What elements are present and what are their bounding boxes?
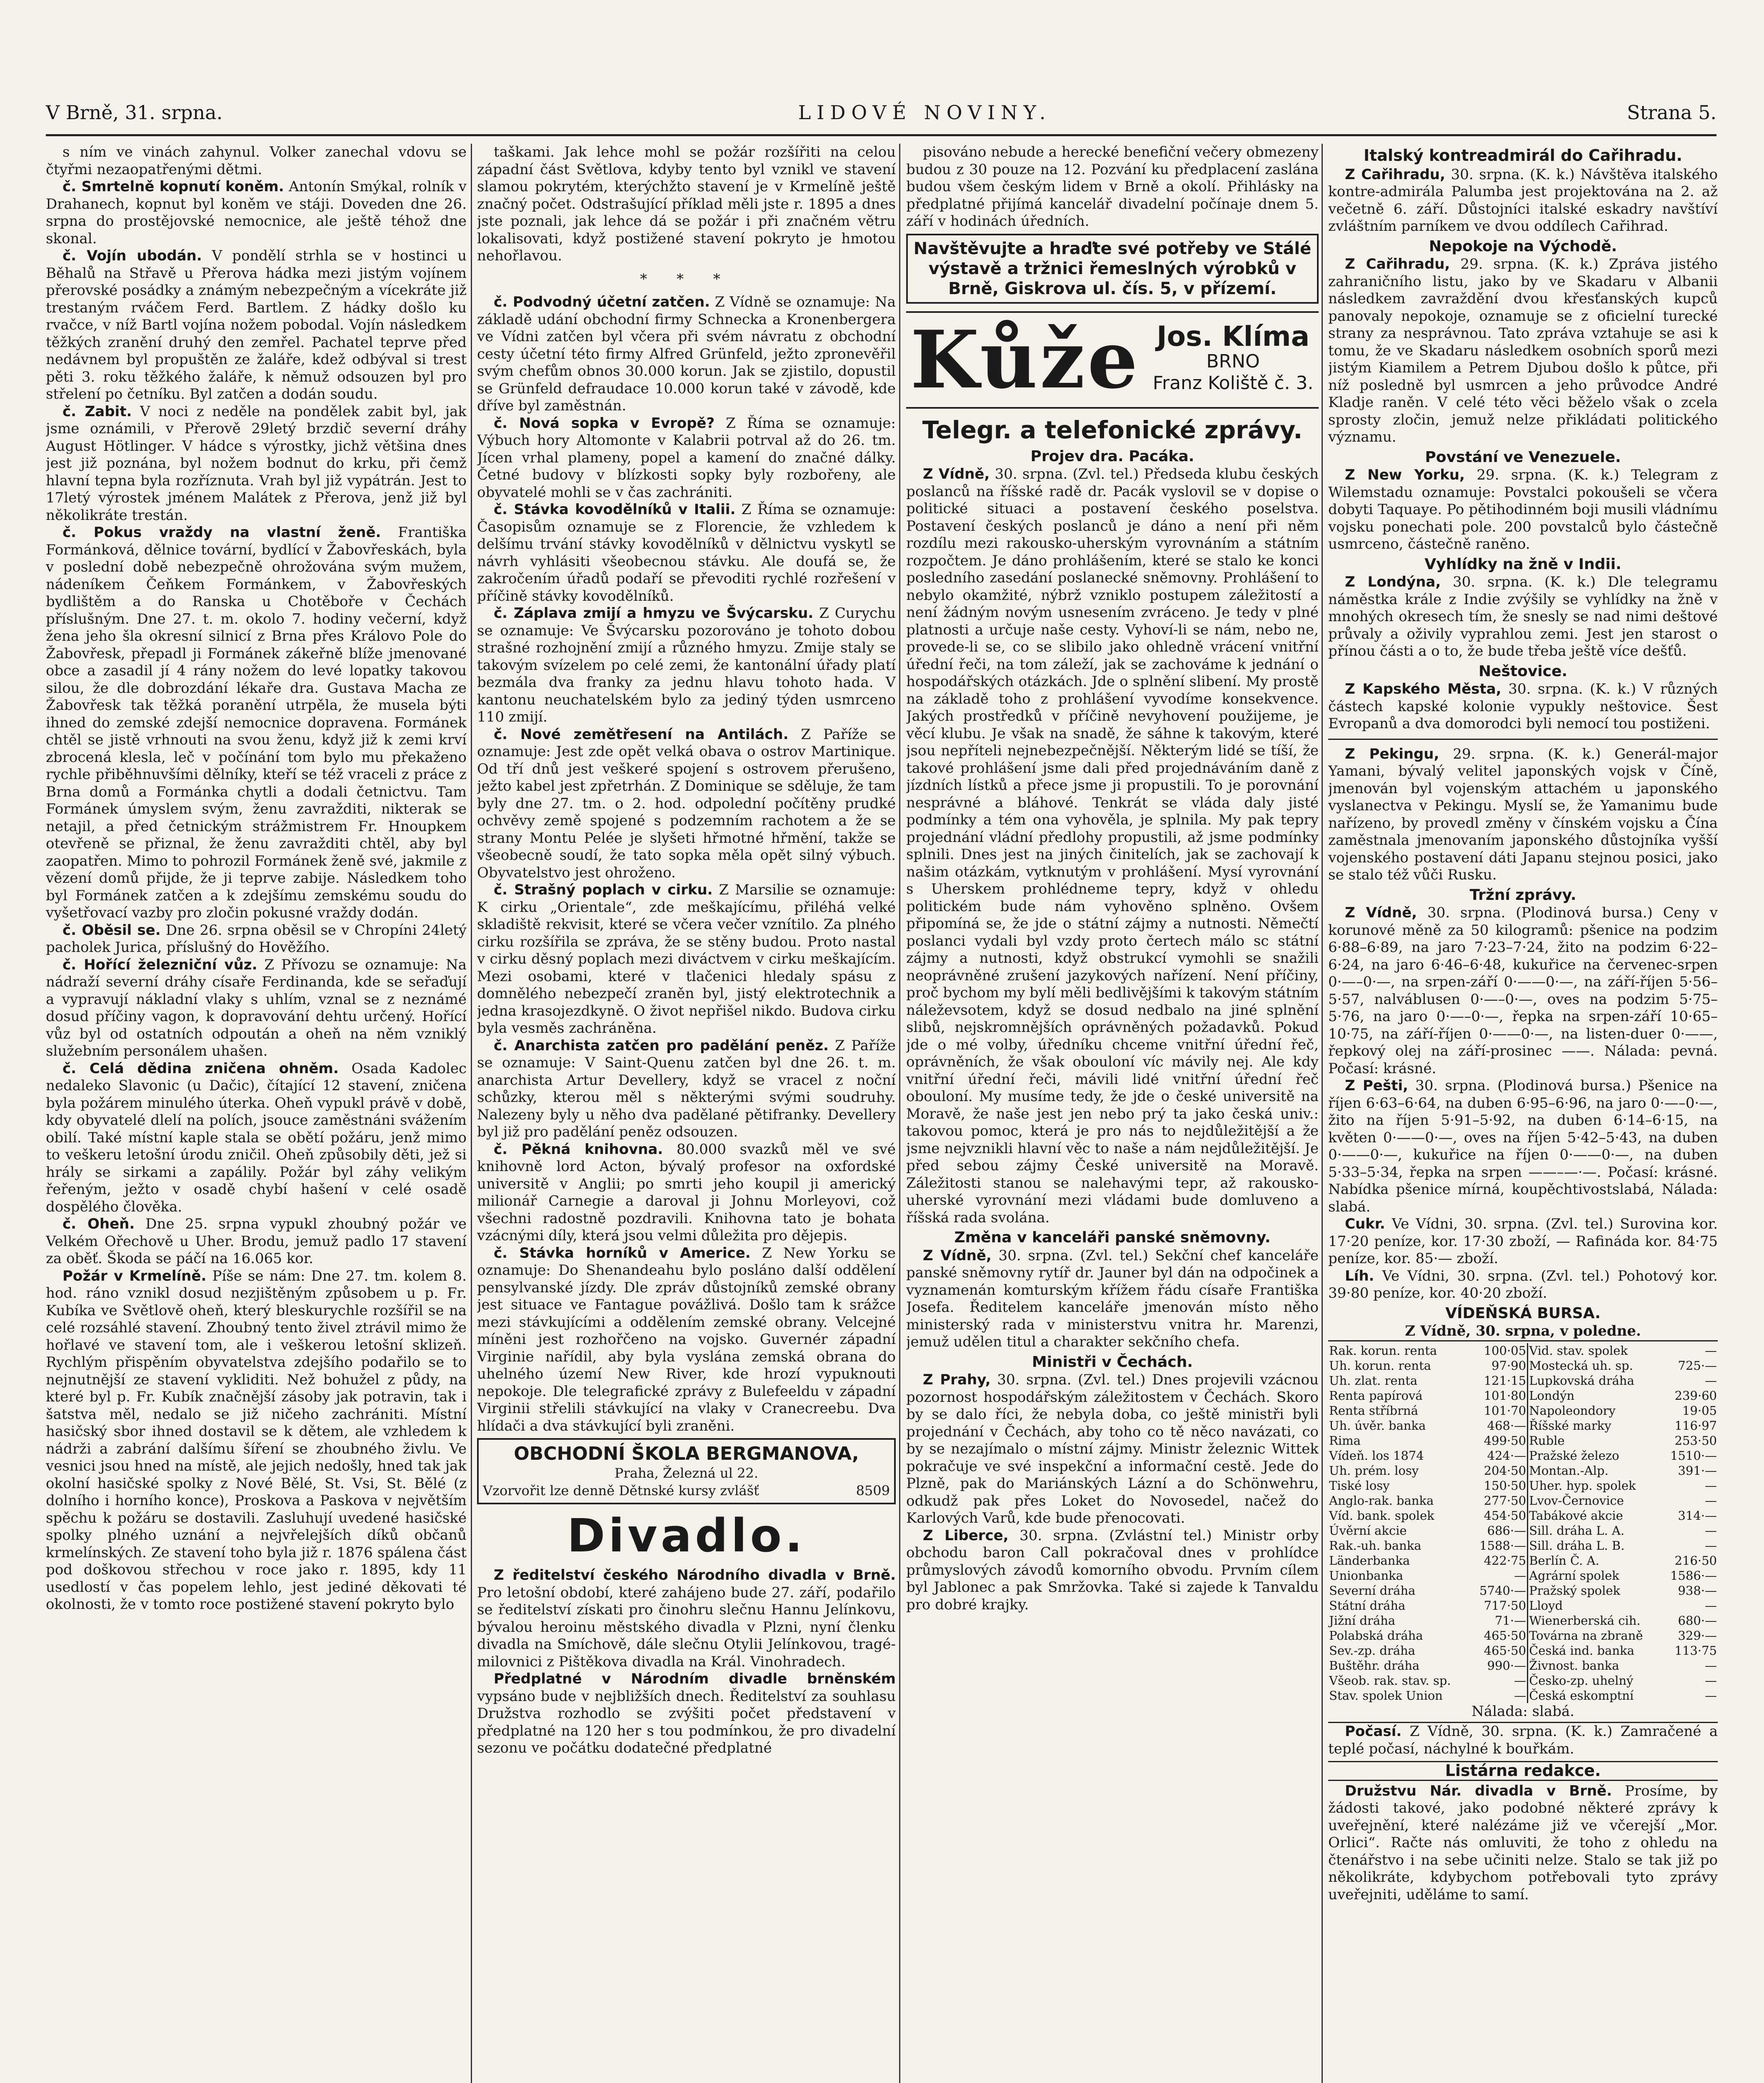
article-body: vypsáno bude v nejbližších dnech. Ředitelství za souhlasu Družstva rozhodlo se zvýšiti počet představení v předplatné na 120 her s tou podmínkou, že pro divadelní sezonu ve počátku dodatečné předplatné <box>477 1688 896 1756</box>
article-body: 30. srpna. (Plodinová bursa.) Ceny v korunové měně za 50 kilogramů: pšenice na podzim 6·88–6·89, na jaro 7·23–7·24, žito na podzim 6·22–6·24, na jaro 6·46–6·48, kukuřice na červenec-srpen 0·—–0·—, na srpen-září 0·——0·—, na září-říjen 5·56–5·57, nalváblusen 0·—–0·—, oves na podzim 5·75–5·76, na jaro 0·—–0·—, řepka na srpen-září 10·65–10·75, na září-říjen 0·——0·—, na listen-duer 0·——, řepkový olej na září-prosinec ——. Nálada: pevná. Počasí: krásné. <box>1328 904 1718 1077</box>
table-cell: 1586·— <box>1670 1568 1717 1583</box>
table-cell: Uh. zlat. renta <box>1329 1373 1418 1388</box>
article-body: Píše se nám: Dne 27. tm. kolem 8. hod. ráno vznikl dosud nezjištěným způsobem u p. Fr. Kubíka ve Světlově oheň, který bleskurychle rozšířil se na celé rozsáhlé stavení. Zhoubný tento živel ztrávil mimo že hořlavé ve stavení tom, ale i veškerou letošní sklizeň. Rychlým přispěním obyvatelstva zdejšího podařilo se to nejnutnější ze stavení vykliditi. Než bohužel z půdy, na které byl p. Fr. Kubík značnější zásoby jak potravin, tak i šatstva měl, nedalo se již ničeho zachrániti. Místní hasičský sbor ihned dostavil se k dětem, ale vzhledem k nádrži a zabrání dalšímu šíření se zhoubného živlu. Ve vesnici jsou hned na místě, ale jejich nedošly, hned tak jak okolní hasičské spolky z Nové Bělé, St. Vsi, St. Bělé (z dolního i horního konce), Proskova a Paskova v největším spěchu k požáru se dostavili. Zasluhují uvedené hasičské spolky plného uznání a nejvřelejších díků občanů krmelínských. Ze stavení toho byla již r. 1876 spálena část pod doškovou střechou v roce jako r. 1895, kdy 11 usedlostí v čas popelem lehlo, jest jediné děkovati té okolnosti, že v tomto roce postižené stavení pokryto bylo <box>46 1267 467 1613</box>
article-heading: Z Vídně, <box>1345 904 1417 921</box>
article <box>46 247 467 403</box>
table-cell: Rak.-uh. banka <box>1329 1538 1422 1553</box>
article-body: Z Marsilie se oznamuje: K cirku „Orientale“, zde meškajícímu, přiléhá velké skladiště rekvisit, které se včera večer vznítilo. Za plného cirku rozšířila se zpráva, že se stěny budou. Proto nastal v cirku děsný poplach mezi diváctvem v cirku meškajícím. Mezi osobami, které v tlačenici hledaly spásu z domnělého nebezpečí zraněn byl, jistý elektrotechnik a jedna krasojezdkyně. O život nepřišel nikdo. Budova cirku byla vesměs zachráněna. <box>477 882 896 1037</box>
article-text: pisováno nebude a herecké benefiční večery obmezeny budou z 30 pouze na 12. Pozvání ku předplacení zaslána budou všem českým lidem v Brně a okolí. Přihlásky na předplatné přijímá kancelář divadelní počínaje dnem 5. září v hodinách úředních. <box>906 144 1319 230</box>
table-cell: Buštěhr. dráha <box>1329 1658 1420 1673</box>
table-cell: Lloyd <box>1528 1598 1662 1613</box>
table-cell: — <box>1514 1688 1527 1703</box>
article-heading: Z New Yorku, <box>1345 467 1465 483</box>
article <box>477 294 896 415</box>
article <box>1328 746 1718 884</box>
table-cell: 121·15 <box>1484 1373 1527 1388</box>
advertisement-leather <box>906 311 1319 409</box>
article-body: Ve Vídni, 30. srpna. (Zvl. tel.) Pohotový kor. 39·80 peníze, kor. 40·20 zboží. <box>1328 1267 1718 1301</box>
article-body: Z Paříže se oznamuje: Jest zde opět velká obava o ostrov Martinique. Od tří dnů jest veškeré spojení s ostrovem přerušeno, ježto kabel jest zpřetrhán. Z Dominique se sděluje, že tam byly dne 27. tm. o 2. hod. odpolední počítěny prudké ochvěvy země spojené s podzemním rachotem a že se strany Montu Pelée je slyšeti hřmotné hřmění, takže se všeobecně soudí, že tato sopka měla opět silný výbuch. Obyvatelstvo jest ohroženo. <box>477 726 896 881</box>
article-heading: č. Pěkná knihovna. <box>494 1141 663 1158</box>
table-cell: Jižní dráha <box>1329 1613 1396 1628</box>
article <box>46 1060 467 1216</box>
table-cell: Říšské marky <box>1528 1418 1662 1433</box>
ad-merchant-address: Franz Koliště č. 3. <box>1152 372 1314 394</box>
table-cell: — <box>1514 1673 1527 1688</box>
table-cell: Úvěrní akcie <box>1329 1523 1407 1538</box>
article-body: Z Říma se oznamuje: Výbuch hory Altomonte v Kalabrii potrval až do 26. tm. Jícen vrhal plameny, popel a kamení do značné dálky. Četné budovy v blízkosti sopky byly rozbořeny, ale obyvatelé mohli se v čas zachrániti. <box>477 415 896 501</box>
table-cell: 938·— <box>1678 1583 1717 1598</box>
article <box>477 501 896 605</box>
table-cell: Severní dráha <box>1329 1583 1416 1598</box>
article <box>477 605 896 726</box>
ad-number: 8509 <box>856 1482 890 1499</box>
ad-text: Navštěvujte a hraďte své potřeby ve Stálé výstavě a tržnici řemeslných výrobků v Brně, Giskrova ul. čís. 5, v přízemí. <box>913 239 1312 298</box>
table-cell: 468·— <box>1487 1418 1527 1433</box>
table-cell: 424·— <box>1487 1448 1527 1463</box>
table-cell: Pražské železo <box>1528 1448 1662 1463</box>
article <box>46 1268 467 1613</box>
article-body: Z Curychu se oznamuje: Ve Švýcarsku pozorováno je tohoto dobou strašné rozhojnění zmijí a různého hmyzu. Zmije staly se takovým svízelem po celé zemi, že kantonální úřady platí bezmála dva franky za jednu hlavu tohoto hada. V kantonu neuchatelském bylo za jediný týden usmrceno 110 zmijí. <box>477 605 896 725</box>
table-cell: 150·50 <box>1484 1478 1527 1493</box>
article <box>477 1567 896 1671</box>
article <box>1328 1216 1718 1268</box>
table-cell: 686·— <box>1487 1523 1527 1538</box>
stock-table <box>1328 1343 1718 1703</box>
table-cell: Všeob. rak. stav. sp. <box>1329 1673 1451 1688</box>
table-row <box>1328 1358 1718 1373</box>
table-cell: Víd. bank. spolek <box>1329 1508 1434 1523</box>
table-cell: 314·— <box>1678 1508 1717 1523</box>
article-heading: č. Strašný poplach v cirku. <box>494 882 713 898</box>
ad-merchant <box>1152 320 1314 394</box>
article <box>906 1247 1319 1351</box>
article <box>1328 166 1718 235</box>
table-cell: 277·50 <box>1484 1493 1527 1508</box>
table-cell: Sill. dráha L. B. <box>1528 1538 1662 1553</box>
article <box>46 178 467 247</box>
table-cell: 329·— <box>1678 1628 1717 1643</box>
table-cell: Londýn <box>1528 1388 1662 1403</box>
column-3 <box>906 144 1319 2083</box>
article-body: Ve Vídni, 30. srpna. (Zvl. tel.) Surovina kor. 17·20 peníze, kor. 17·30 zboží, — Rafináda kor. 84·75 peníze, kor. 85·— zboží. <box>1328 1216 1718 1267</box>
article-heading: č. Nové zemětřesení na Antilách. <box>494 726 789 743</box>
article <box>1328 256 1718 446</box>
article-body: Osada Kadolec nedaleko Slavonic (u Dačic), čítající 12 stavení, zničena byla požárem minulého úterka. Oheň vypukl právě v době, kdy obyvatelé dlelí na polích, jsouce zaměstnáni svážením obilí. Také místní kaple stala se obětí požáru, jenž mimo to veškeru letošní úrodu zničil. Oheň způsobily děti, jež si hrály se sirkami a zapálily. Požár byl záhy velikým řeřeným, ježto v osadě chybí hašení v celé osadě dospělého člověka. <box>46 1060 467 1215</box>
ad-address: Praha, Železná ul 22. <box>615 1465 758 1481</box>
article-text: taškami. Jak lehce mohl se požár rozšířiti na celou západní část Světlova, kdyby tento byl vznikl ve stavení slamou pokrytém, kterýchžto stavení je v Krmelíně ještě značný počet. Odstrašující příklad měli jste r. 1895 a dnes jste poznali, jak lehce dá se požár i při značném větru lokalisovati, když postižené stavení pokryto je hmotou nehořlavou. <box>477 144 896 264</box>
table-cell: Renta stříbrná <box>1329 1403 1418 1418</box>
table-cell: 101·70 <box>1484 1403 1527 1418</box>
article-heading: č. Smrtelně kopnutí koněm. <box>62 178 284 195</box>
column-1 <box>46 144 467 2083</box>
article-body: Z Vídně, 30. srpna. (K. k.) Zamračené a teplé počasí, náchylné k bouřkám. <box>1328 1723 1718 1757</box>
table-cell: — <box>1705 1523 1717 1538</box>
column-separator <box>471 144 472 2083</box>
article-body: 29. srpna. (K. k.) Telegram z Wilemstadu oznamuje: Povstalci pokoušeli se včera dobyti Taquaye. Po pětihodinném boji musili vládnímu vojsku ponechati pole. 200 povstalců bylo částečně usmrceno, částečně raněno. <box>1328 467 1718 552</box>
article <box>477 1671 896 1757</box>
table-cell: 253·50 <box>1674 1433 1717 1448</box>
article <box>46 922 467 957</box>
article-heading: Z Kapského Města, <box>1345 681 1502 697</box>
table-cell: Rima <box>1329 1433 1361 1448</box>
ad-merchant-city: BRNO <box>1206 350 1260 372</box>
article-body: Dne 26. srpna oběsil se v Chropíni 24letý pacholek Jurica, příslušný do Hověžího. <box>46 922 467 956</box>
column-4 <box>1328 144 1718 2083</box>
article-body: 30. srpna. (K. k.) V různých částech kapské kolonie vypukly neštovice. Šest Evropanů a dva domorodci byli nemocí tou postiženi. <box>1328 681 1718 732</box>
table-cell: Montan.-Alp. <box>1528 1463 1662 1478</box>
table-row <box>1328 1583 1718 1598</box>
article-heading: č. Pokus vraždy na vlastní ženě. <box>62 524 381 541</box>
article-body: Z Paříže se oznamuje: V Saint-Quenu zatčen byl dne 26. t. m. anarchista Artur Devellery, když se vracel z noční schůzky, kterou měl s některými svými soudruhy. Nalezeny byly u něho dva padělané pětifranky. Devellery byl již pro padělání peněz odsouzen. <box>477 1037 896 1140</box>
header-title: LIDOVÉ NOVINY. <box>798 101 1052 124</box>
table-row <box>1328 1523 1718 1538</box>
ad-note <box>483 1482 890 1500</box>
article-body: 30. srpna. (Zvl. tel.) Dnes projevili vzácnou pozornost hospodářským záležitostem v Čechách. Skoro by se dalo říci, že nebyla doba, co ještě ministři byli projednání v Čechách, aby toho co tě něco navázati, co by se nezajímalo o místní zájmy. Ministr železnic Wittek pokračuje ve své inspekční a informační cestě. Jede do Plzně, pak do Mariánských Lázní a do Schönwehru, odkudž pak přes Loket do Novosedel, načež do Karlových Varů, kde bude přenocovati. <box>906 1371 1319 1526</box>
table-cell: Napoleondory <box>1528 1403 1662 1418</box>
table-cell: Sev.-zp. dráha <box>1329 1643 1415 1658</box>
section-title: Telegr. a telefonické zprávy. <box>922 415 1303 444</box>
column-separator <box>899 144 900 2083</box>
table-cell: 1510·— <box>1670 1448 1717 1463</box>
table-cell: 19·05 <box>1682 1403 1717 1418</box>
article-heading: Družstvu Nár. divadla v Brně. <box>1345 1782 1612 1799</box>
page-header <box>46 96 1717 129</box>
table-cell: 717·50 <box>1484 1598 1527 1613</box>
table-cell: Uh. úvěr. banka <box>1329 1418 1426 1433</box>
ad-note-text: Vzorvořit lze denně Dětnské kursy zvlášť <box>483 1482 759 1499</box>
article-heading: Z Pekingu, <box>1345 745 1439 762</box>
article-heading: Počasí. <box>1345 1723 1402 1740</box>
article-body: 29. srpna. (K. k.) Zpráva jistého zahraničního listu, jako by ve Skadaru v Albanii následkem zavraždění dvou křesťanských kupců panovaly nepokoje, oznamuje se z oficielní turecké strany za nesprávnou. Tato zpráva vztahuje se asi k tomu, že ve Skadaru následkem osobních sporů mezi jistým Kiamilem a Petrem Djubou došlo k půtce, při níž posledně byl usmrcen a jeho průvodce André Kladje raněn. V celé této věci běželo však o zcela sprosty zločin, jemuž nelze přikládati politického významu. <box>1328 256 1718 445</box>
article-body: Z New Yorku se oznamuje: Do Shenandeahu bylo posláno další oddělení pensylvanské jízdy. Dle zpráv důstojníků zemské obrany jest situace ve Fantague povážlivá. Došlo tam k srážce mezi stávkujícími a oddělením zemské obrany. Velcejné míněni jest rozhořčeno na vojsko. Guvernér západní Virginie nařídil, aby byla vyslána zemská obrana do uhelného území New River, kde hrozí vypuknouti nepokoje. Dle telegrafické zprávy z Bulefeeldu v západní Virginii střelili stávkující na vlaky v Cranecreebu. Dva hlídači a dva stávkující byli zraněni. <box>477 1244 896 1434</box>
table-cell: 391·— <box>1678 1463 1717 1478</box>
table-cell: 204·50 <box>1484 1463 1527 1478</box>
subsection-heading: Povstání ve Venezuele. <box>1425 448 1621 466</box>
table-cell: 465·50 <box>1484 1643 1527 1658</box>
article-heading: č. Vojín ubodán. <box>62 247 202 264</box>
ad-title: OBCHODNÍ ŠKOLA BERGMANOVA, <box>514 1443 859 1464</box>
article-body: Františka Formánková, dělnice tovární, bydlící v Žabovřeskách, byla v poslední době nebezpečně ohrožována svým mužem, nádeníkem Čeňkem Formánkem, v Žabovřeských bydlištěm a do Ranska u Chotěboře v Čechách příslušným. Dne 27. t. m. okolo 7. hodiny večerní, když žena jeho šla okresní silnicí z Brna přes Královo Pole do Žabovřesk, přepadl ji Formánek zákeřně blíže jmenované obce a zasadil jí 4 rány nožem do levé lopatky takovou silou, že dle dobrozdání lékaře dra. Gustava Macha ze Žabovřesk tak těžká poranění utrpěla, že musela býti ihned do zemské zdejší nemocnice dopravena. Formánek chtěl se jistě vrhnouti na svou ženu, když již k zemi krví zbrocená klesla, leč v počínání tom bylo mu překaženo rychle přiběhnuvšími dělníky, kteří se též vraceli z práce z Brna domů a Formánka chytli a dodali četnictvu. Tam Formánek úmyslem svým, ženu zavražditi, nikterak se netajil, a před četnickým strážmistrem Fr. Hnoupkem otevřeně se přiznal, že ženu zavražditi chtěl, aby byl zaopatřen. Mimo to pohrozil Formánek ženě své, jakmile z vězení domů přijde, že ji teprve zabije. Následkem toho byl Formánek zatčen a k zdejšímu zemskému soudu do vyšetřovací vazby pro zločin pokusné vraždy dodán. <box>46 524 467 921</box>
article <box>1328 1783 1718 1904</box>
article-body: 30. srpna. (Zvlástní tel.) Ministr orby obchodu baron Call pokračoval dnes v prohlídce průmyslových závodů komorního obvodu. Prvním cílem byl Jablonec a pak Smržovka. Také si zajede k Tanvaldu pro dobré krajky. <box>906 1527 1319 1613</box>
table-row <box>1328 1478 1718 1493</box>
table-cell: 216·50 <box>1674 1553 1717 1568</box>
article-heading: č. Celá dědina zničena ohněm. <box>62 1060 339 1077</box>
table-cell: Pražský spolek <box>1528 1583 1662 1598</box>
table-cell: Lvov-Černovice <box>1528 1493 1662 1508</box>
section-title-theatre: Divadlo. <box>567 1509 806 1562</box>
article <box>1328 1723 1718 1758</box>
subsection-heading: Ministři v Čechách. <box>1032 1353 1193 1371</box>
article-heading: Z Cařihradu, <box>1345 256 1450 272</box>
article-body: V pondělí strhla se v hostinci u Běhalů na Střavě u Přerova hádka mezi jistým vojínem přerovské posádky a známým nebezpečným a vícekráte již trestaným rváčem Ferd. Bartlem. Z hádky došlo ku rvačce, v níž Bartl vojína nožem pobodal. Vojín následkem těžkých zranění druhý den zemřel. Pachatel teprve před nedávnem byl propuštěn ze žaláře, kdež odbýval si trest pěti 3. roku těžkého žaláře, k němuž odsouzen byl pro střelení po četníku. Byl zatčen a dodán soudu. <box>46 247 467 402</box>
subsection-heading: VÍDEŇSKÁ BURSA. <box>1445 1304 1601 1322</box>
table-cell: Rak. korun. renta <box>1329 1343 1437 1358</box>
subsection-heading: Neštovice. <box>1478 662 1568 680</box>
table-row <box>1328 1673 1718 1688</box>
subsection-heading: Vyhlídky na žně v Indii. <box>1424 555 1622 573</box>
table-cell: Polabská dráha <box>1329 1628 1423 1643</box>
table-cell: 116·97 <box>1674 1418 1717 1433</box>
table-cell: Stav. spolek Union <box>1329 1688 1443 1703</box>
table-cell: Länderbanka <box>1329 1553 1410 1568</box>
table-cell: — <box>1514 1568 1527 1583</box>
stock-table-wrap <box>1328 1340 1718 1723</box>
subsection-heading: Nepokoje na Východě. <box>1429 237 1617 255</box>
article <box>906 1371 1319 1527</box>
table-cell: 422·75 <box>1484 1553 1527 1568</box>
header-rule <box>46 134 1717 136</box>
article-body: Z Vídně se oznamuje: Na základě udání obchodní firmy Schnecka a Kronenbergera ve Vídni zatčen byl včera při svém návratu z obchodní cesty účetní této firmy Alfred Grünfeld, ježto zpronevěřil svým chefům obnos 30.000 korun. Jak se zjistilo, dopustil se Grünfeld defraudace 10.000 korun také v závodě, kde dříve byl zaměstnán. <box>477 294 896 414</box>
table-row <box>1328 1538 1718 1553</box>
table-row <box>1328 1343 1718 1358</box>
table-row <box>1328 1448 1718 1463</box>
table-cell: Renta papírová <box>1329 1388 1423 1403</box>
subsection-heading: Změna v kanceláři panské sněmovny. <box>954 1229 1271 1246</box>
table-row <box>1328 1403 1718 1418</box>
article-heading: č. Podvodný účetní zatčen. <box>494 294 710 310</box>
article-body: Dne 25. srpna vypukl zhoubný požár ve Velkém Ořechově u Uher. Brodu, jemuž padlo 17 stavení za oběť. Škoda se páčí na 16.065 kor. <box>46 1216 467 1267</box>
article <box>477 1245 896 1435</box>
table-cell: 100·05 <box>1484 1343 1527 1358</box>
article-body: 30. srpna. (K. k.) Návštěva italského kontre-admirála Palumba jest projektována na 2. až večetně 6. září. Důstojníci italské eskadry navštíví zvláštním parníkem ve dvou oddílech Cařihrad. <box>1328 166 1718 235</box>
article <box>1328 574 1718 660</box>
section-heading: Listárna redakce. <box>1328 1761 1718 1781</box>
table-cell: Česká eskomptní <box>1528 1688 1662 1703</box>
article-heading: Z Prahy, <box>923 1371 991 1388</box>
table-cell: 1588·— <box>1479 1538 1527 1553</box>
ad-merchant-name: Jos. Klíma <box>1157 320 1310 352</box>
article <box>477 726 896 882</box>
table-cell: Uh. korun. renta <box>1329 1358 1431 1373</box>
article-heading: č. Anarchista zatčen pro padělání peněz. <box>494 1037 829 1054</box>
table-cell: Česká ind. banka <box>1528 1643 1662 1658</box>
table-cell: — <box>1705 1493 1717 1508</box>
stock-mood: Nálada: slabá. <box>1472 1703 1574 1720</box>
article <box>906 466 1319 1226</box>
subsection-note: Z Vídně, 30. srpna, v poledne. <box>1405 1323 1641 1339</box>
article <box>46 1216 467 1268</box>
article <box>46 403 467 524</box>
article-body: 30. srpna. (Plodinová bursa.) Pšenice na říjen 6·63–6·64, na duben 6·95–6·96, na jaro 0·—–0·—, žito na říjen 5·91–5·92, na duben 6·14–6·15, na květen 0·——0·—, oves na říjen 5·42–5·43, na duben 0·——0·—, kukuřice na říjen 0·——0·—, na duben 5·33–5·34, řepka na srpen ——–—·—. Počasí: krásné. Nabídka pšenice mírná, koupěchtivostslabá, Nálada: slabá. <box>1328 1077 1718 1215</box>
table-cell: 101·80 <box>1484 1388 1527 1403</box>
table-row <box>1328 1688 1718 1703</box>
table-cell: Vid. stav. spolek <box>1528 1343 1662 1358</box>
article <box>1328 1268 1718 1302</box>
article <box>1328 1077 1718 1216</box>
table-cell: 113·75 <box>1674 1643 1717 1658</box>
article <box>46 524 467 922</box>
table-row <box>1328 1388 1718 1403</box>
header-page: Strana 5. <box>1627 101 1717 124</box>
table-cell: Živnost. banka <box>1528 1658 1662 1673</box>
table-cell: Tabákové akcie <box>1528 1508 1662 1523</box>
article-heading: Z Cařihradu, <box>1345 166 1445 183</box>
column-separator <box>1322 144 1323 2083</box>
article <box>1328 681 1718 733</box>
section-separator: * * * <box>640 270 733 287</box>
table-cell: 680·— <box>1678 1613 1717 1628</box>
table-cell: Anglo-rak. banka <box>1329 1493 1434 1508</box>
section-heading: Italský kontreadmirál do Cařihradu. <box>1363 146 1682 165</box>
table-row <box>1328 1553 1718 1568</box>
article-heading: Z Londýna, <box>1345 574 1441 590</box>
table-row <box>1328 1643 1718 1658</box>
article-heading: Požár v Krmelíně. <box>62 1267 207 1284</box>
article-heading: č. Nová sopka v Evropě? <box>494 415 715 432</box>
ad-big-word: Kůže <box>910 313 1140 406</box>
article <box>906 1527 1319 1614</box>
article-heading: č. Stávka horníků v Americe. <box>494 1244 751 1261</box>
table-cell: 239·60 <box>1674 1388 1717 1403</box>
article-heading: Z ředitelství českého Národního divadla v Brně. <box>494 1567 896 1583</box>
article-heading: č. Hořící železniční vůz. <box>62 956 257 973</box>
table-row <box>1328 1463 1718 1478</box>
header-date: V Brně, 31. srpna. <box>46 101 223 124</box>
article-body: 29. srpna. (K. k.) Generál-major Yamani, bývalý velitel japonských vojsk v Číně, jmenován byl vojenským attachém u japonského vyslanectva v Pekingu. Myslí se, že Yamanimu bude nařízeno, by provedl změny v čínském vojsku a Čína zaměstnala jmenovaním japonského důstojníka vyšší vojenského postavení dáti Japanu stejnou posici, jako se stalo též vůči Rusku. <box>1328 745 1718 883</box>
article <box>477 1141 896 1245</box>
table-cell: — <box>1705 1673 1717 1688</box>
table-cell: — <box>1705 1658 1717 1673</box>
table-row <box>1328 1568 1718 1583</box>
article-heading: Předplatné v Národním divadle brněnském <box>494 1671 896 1687</box>
article <box>1328 904 1718 1077</box>
table-cell: Tiské losy <box>1329 1478 1390 1493</box>
table-cell: — <box>1705 1478 1717 1493</box>
article-heading: Cukr. <box>1345 1216 1385 1232</box>
article-body: Z Říma se oznamuje: Časopisům oznamuje se z Florencie, že vzhledem k delšímu trvání stávky kovodělníků v dělnictvu vyskytl se návrh vyhlásiti všeobecnou stávku. Ale doufá se, že zakročením úřadů podaří se převoditi rychlé rozřešení v příčině stávky kovodělníků. <box>477 501 896 604</box>
subsection-heading: Projev dra. Pacáka. <box>1030 447 1194 465</box>
table-cell: 990·— <box>1487 1658 1527 1673</box>
article-body: Prosíme, by žádosti takové, jako podobné některé zprávy k uveřejnění, které nalézáme již ve včerejší „Mor. Orlici“. Račte nás omluviti, že toho z ohledu na čtenářstvo i na sebe učiniti nelze. Stalo se tak již po několikráte, kdybychom potřebovali tyto zprávy uveřejniti, uděláme to samí. <box>1328 1782 1718 1903</box>
article-body: Antonín Smýkal, rolník v Drahanech, kopnut byl koněm ve stáji. Doveden dne 26. srpna do prostějovské nemocnice, ale ještě téhož dne skonal. <box>46 178 467 247</box>
article-heading: Z Vídně, <box>923 466 990 482</box>
subsection-heading: Tržní zprávy. <box>1469 886 1577 904</box>
article-body: Pro letošní období, které zahájeno bude 27. září, podařilo se ředitelství získati pro činohru slečnu Hannu Jelínkovu, bývalou heroinu městského divadla v Plzni, nyní členku divadla na Smíchově, dále slečnu Otylii Jelínkovou, tragémilovnici z Pištěkova divadla na Král. Vinohradech. <box>477 1584 896 1670</box>
table-cell: Státní dráha <box>1329 1598 1406 1613</box>
article <box>477 1037 896 1141</box>
article-body: 30. srpna. (Zvl. tel.) Předseda klubu českých poslanců na říšské radě dr. Pacák vyslovil se v dopise o politické situaci a postavení českého poselstva. Postavení českých poslanců je dáno a není při něm rozdílu mezi rakousko-uherským vyrovnáním a státním rozpočtem. Je dáno prohlášením, které se stalo ke konci posledního zasedání poslanecké sněmovny. Prohlášení to nebylo okamžité, nýbrž vzniklo postupem záležitostí a není žádným novým usnesením zvráceno. Je tedy v plné platnosti a určuje naše cesty. Vyhoví-li se nám, nebo ne, provede-li se, co se slibilo jako ohledně vrácení vnitřní úřední řeči, na tom záleží, jak se zachováme k jednání o hospodářských otázkách. Jde o splnění slibení. My prostě na základě toho z prohlášení vyvodíme konsekvence. Jakých prostředků v příčině nevyhovení použijeme, je věcí klubu. Je však na snadě, že sáhne k takovým, které jsou nepříteli nejnebezpečnější. Některým lidé se tíší, že takové prohlášení jsme dali před projednáváním daně z jízdních lístků a přece jsme ji propustili. To je porovnání nesprávné a bláhové. Tenkrát se vláda daly jisté podmínky a tém ona vyhověla, je splnila. My pak tepry projednání vládní předlohy propustili, až jsme podmínky splnili. Dnes jest na jiných činitelích, jak se zachovají k našim otázkám, vytknutým v prohlášení. Mysí vyrovnání s Uherskem prohlédneme tepry, když v ohledu politickém bude nám vyhověno splněno. Ovšem připomíná se, že jde o státní zájmy a nutnosti. Němečtí poslanci vydali byl vzdy proto čertech málo sc státní zájmy a nutnosti, když obstrukcí vymohli se snažili neoprávněné zrušení jazykových nařízení. Není příčiny, proč bychom my bylí měli bedlivějšími k takovým státním náleževsotem, když se dosud nedbalo na jiné splnění slibů, nejskromnějších oprávněných požadavků. Pokud jde o mé volby, úředníku chceme vnitřní úřední řeč, oprávněních, že však obouloní víc mávily nej. Ale kdy vnitřní úřední řeči, mávili lidé vnitřní úřední řeč obouloní. My musíme tedy, že jde o české universitě na Moravě, že naše jest jen nebo prý ta jako česká univ.: takovou pomoc, která je pro nás to nejdůležitější a že jsme nejvznikli hlavní věc to naše a nám nejdůležitější. Je před sebou zájmy České universitě na Moravě. Záležitosti stanou se nalehavými tepr, až rakousko-uherské vyrovnání mezi vládami bude domluveno a říšská rada svolána. <box>906 466 1319 1226</box>
article <box>46 957 467 1060</box>
article-heading: Z Vídně, <box>923 1247 992 1264</box>
table-cell: Vídeň. los 1874 <box>1329 1448 1424 1463</box>
article-heading: č. Oběsil se. <box>62 922 161 939</box>
table-cell: Ruble <box>1528 1433 1662 1448</box>
table-cell: Továrna na zbraně <box>1528 1628 1662 1643</box>
advertisement-exhibition <box>906 234 1319 304</box>
table-cell: 465·50 <box>1484 1628 1527 1643</box>
table-cell: Mostecká uh. sp. <box>1528 1358 1662 1373</box>
table-cell: Wienerberská cih. <box>1528 1613 1662 1628</box>
divider-line <box>1328 739 1718 740</box>
article-text: s ním ve vinách zahynul. Volker zanechal vdovu se čtyřmi nezaopatřenými dětmi. <box>46 144 467 178</box>
table-cell: Česko-zp. uhelný <box>1528 1673 1662 1688</box>
article-heading: Z Pešti, <box>1345 1077 1408 1094</box>
article <box>1328 467 1718 553</box>
table-cell: — <box>1705 1373 1717 1388</box>
table-cell: Berlín Č. A. <box>1528 1553 1662 1568</box>
article-body: 30. srpna. (Zvl. tel.) Sekční chef kanceláře panské sněmovny rytíř dr. Jauner byl dán na odpočinek a vyznamenán komturským křížem řádu císaře Františka Josefa. Ředitelem kanceláře jmenován místo něho ministerský rada v ministerstvu vnitra hr. Marenzi, jemuž udělen titul a charakter sekčního chefa. <box>906 1247 1319 1350</box>
table-row <box>1328 1508 1718 1523</box>
article-heading: č. Oheň. <box>62 1216 135 1232</box>
article-heading: Líh. <box>1345 1267 1374 1284</box>
advertisement-school <box>477 1438 896 1504</box>
table-row <box>1328 1418 1718 1433</box>
table-cell: Sill. dráha L. A. <box>1528 1523 1662 1538</box>
article <box>477 415 896 502</box>
table-row <box>1328 1493 1718 1508</box>
article-body: V noci z neděle na pondělek zabit byl, jak jsme oznámili, v Přerově 29letý brzdič severní dráhy August Hötlinger. V hádce s výrostky, jichž většina dnes jest již poznána, byl nožem bodnut do krku, při čemž hlavní tepna byla rozříznuta. Vrah byl již vypátrán. Jest to 17letý výrostek jménem Malátek z Přerova, jenž již byl několikráte trestán. <box>46 403 467 524</box>
table-cell: Uher. hyp. spolek <box>1528 1478 1662 1493</box>
article-heading: Z Liberce, <box>923 1527 1009 1544</box>
table-cell: — <box>1705 1538 1717 1553</box>
table-cell: Agrární spolek <box>1528 1568 1662 1583</box>
table-cell: 5740·— <box>1479 1583 1527 1598</box>
table-row <box>1328 1598 1718 1613</box>
article-heading: č. Stávka kovodělníků v Italii. <box>494 501 736 518</box>
table-cell: 97·90 <box>1492 1358 1527 1373</box>
table-cell: Uh. prém. losy <box>1329 1463 1419 1478</box>
article-body: 80.000 svazků měl ve své knihovně lord Acton, bývalý profesor na oxfordské universitě v Anglii; po smrti jeho koupil ji americký milionář Carnegie a daroval ji Johnu Morleyovi, což všechni radostně pozdravili. Knihovna tato je bohata vzácnými díly, která jsou velmi důležita pro dějepis. <box>477 1141 896 1244</box>
column-2 <box>477 144 896 2083</box>
table-cell: — <box>1705 1688 1717 1703</box>
table-row <box>1328 1658 1718 1673</box>
table-cell: 499·50 <box>1484 1433 1527 1448</box>
article-heading: č. Zabit. <box>62 403 132 420</box>
table-cell: — <box>1705 1598 1717 1613</box>
table-cell: 454·50 <box>1484 1508 1527 1523</box>
table-cell: Lupkovská dráha <box>1528 1373 1662 1388</box>
table-row <box>1328 1628 1718 1643</box>
table-cell: 725·— <box>1678 1358 1717 1373</box>
article-body: Z Přívozu se oznamuje: Na nádraží severní dráhy císaře Ferdinanda, kde se seřaďují a vypravují nákladní vlaky s uhlím, vznal se z neznámé dosud příčiny vagon, k dopravování dehtu určený. Hořící vůz byl od ostatních odpoután a oheň na něm vzniklý služebním personálem uhašen. <box>46 956 467 1059</box>
table-row <box>1328 1613 1718 1628</box>
table-cell: Unionbanka <box>1329 1568 1403 1583</box>
table-row <box>1328 1433 1718 1448</box>
table-row <box>1328 1373 1718 1388</box>
article <box>477 882 896 1037</box>
table-cell: 71·— <box>1494 1613 1527 1628</box>
table-cell: — <box>1705 1343 1717 1358</box>
article-heading: č. Záplava zmijí a hmyzu ve Švýcarsku. <box>494 605 814 622</box>
article-body: 30. srpna. (K. k.) Dle telegramu náměstka krále z Indie zvýšily se vyhlídky na žně v mnohých okresech tím, že snesly se nad nimi deštové průvaly a oživily vyprahlou zemi. Jest jen starost o přínou části a o to, že bude třeba ještě více dešťů. <box>1328 574 1718 659</box>
